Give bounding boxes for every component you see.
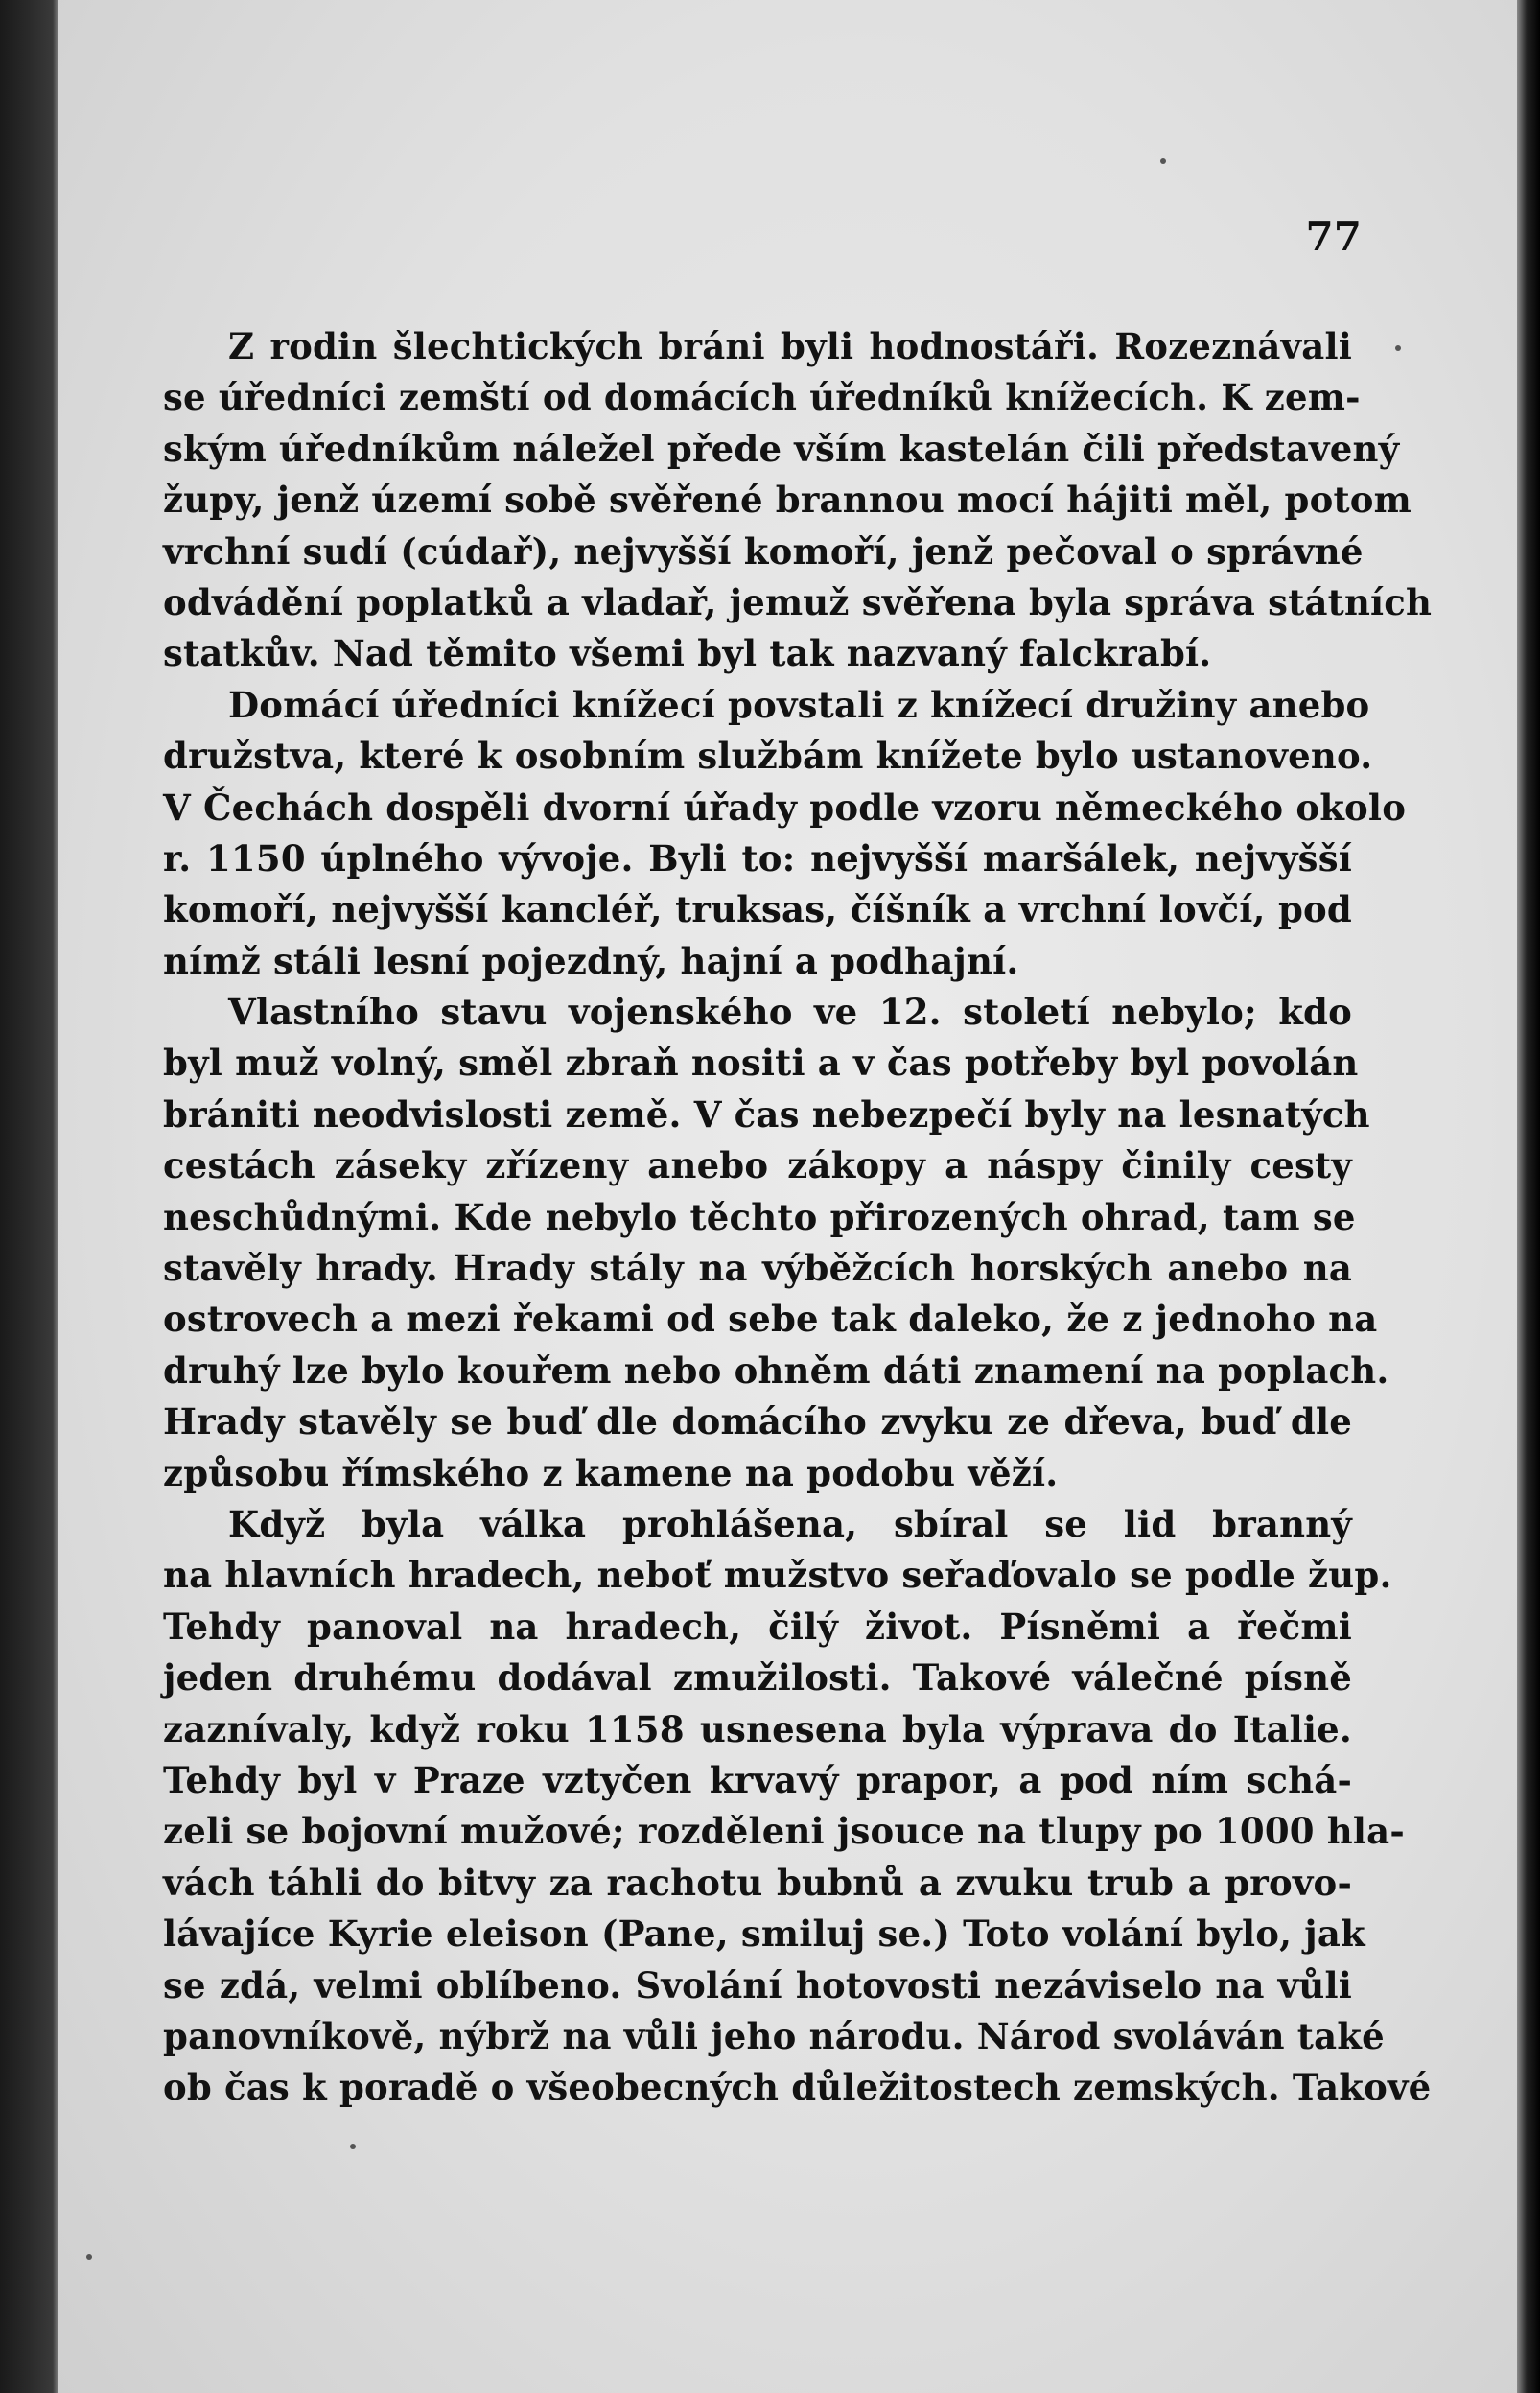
- text-line: komoří, nejvyšší kancléř, truksas, číšník a vrchní lovčí, pod: [163, 888, 1352, 931]
- text-line: Tehdy panoval na hradech, čilý život. Písněmi a řečmi: [163, 1605, 1352, 1648]
- body-text: [163, 321, 1433, 2114]
- text-line: zeli se bojovní mužové; rozděleni jsouce na tlupy po 1000 hla-: [163, 1810, 1405, 1853]
- page-edge-shadow: [1517, 0, 1540, 2393]
- paper-speck: [1395, 345, 1401, 351]
- paper-speck: [350, 2144, 356, 2149]
- text-line: V Čechách dospěli dvorní úřady podle vzoru německého okolo: [163, 786, 1407, 829]
- text-line: stavěly hrady. Hrady stály na výběžcích horských anebo na: [163, 1247, 1352, 1290]
- text-line: Hrady stavěly se buď dle domácího zvyku ze dřeva, buď dle: [163, 1400, 1352, 1443]
- text-line: ským úředníkům náležel přede vším kastelán čili představený: [163, 427, 1400, 470]
- text-line: vách táhli do bitvy za rachotu bubnů a zvuku trub a provo-: [163, 1861, 1352, 1904]
- text-line: neschůdnými. Kde nebylo těchto přirozených ohrad, tam se: [163, 1195, 1356, 1238]
- text-line: na hlavních hradech, neboť mužstvo seřaďovalo se podle žup.: [163, 1554, 1392, 1597]
- text-line: lávajíce Kyrie eleison (Pane, smiluj se.) Toto volání bylo, jak: [163, 1912, 1365, 1956]
- text-line: Když byla válka prohlášena, sbíral se lid branný: [228, 1502, 1352, 1545]
- book-page: [58, 0, 1517, 2393]
- text-line: vrchní sudí (cúdař), nejvyšší komoří, jenž pečoval o správné: [163, 529, 1364, 573]
- paper-speck: [86, 2254, 92, 2260]
- text-line: brániti neodvislosti země. V čas nebezpečí byly na lesnatých: [163, 1092, 1370, 1136]
- text-line: odvádění poplatků a vladař, jemuž svěřena byla správa státních: [163, 580, 1433, 623]
- book-binding-shadow: [0, 0, 58, 2393]
- text-line: byl muž volný, směl zbraň nositi a v čas potřeby byl povolán: [163, 1042, 1359, 1085]
- text-line: Tehdy byl v Praze vztyčen krvavý prapor, a pod ním schá-: [163, 1758, 1352, 1801]
- text-line: ob čas k poradě o všeobecných důležitostech zemských. Takové: [163, 2066, 1432, 2109]
- text-line: Z rodin šlechtických bráni byli hodnostáři. Rozeznávali: [228, 325, 1352, 367]
- text-line: se zdá, velmi oblíbeno. Svolání hotovosti nezáviselo na vůli: [163, 1963, 1352, 2006]
- text-line: způsobu římského z kamene na podobu věží.: [163, 1451, 1059, 1494]
- text-line: panovníkově, nýbrž na vůli jeho národu. Národ svoláván také: [163, 2014, 1385, 2057]
- text-line: Vlastního stavu vojenského ve 12. století nebylo; kdo: [228, 991, 1352, 1034]
- text-line: druhý lze bylo kouřem nebo ohněm dáti znamení na poplach.: [163, 1349, 1389, 1392]
- text-line: župy, jenž území sobě svěřené brannou mocí hájiti měl, potom: [163, 479, 1412, 522]
- paper-speck: [1160, 158, 1166, 164]
- page-number: 77: [1305, 213, 1362, 260]
- text-line: statkův. Nad těmito všemi byl tak nazvaný falckrabí.: [163, 632, 1212, 675]
- text-line: r. 1150 úplného vývoje. Byli to: nejvyšší maršálek, nejvyšší: [163, 836, 1352, 880]
- text-line: družstva, které k osobním službám knížete bylo ustanoveno.: [163, 735, 1373, 778]
- text-line: zaznívaly, když roku 1158 usnesena byla výprava do Italie.: [163, 1707, 1352, 1750]
- text-line: ostrovech a mezi řekami od sebe tak daleko, že z jednoho na: [163, 1298, 1378, 1341]
- text-line: cestách záseky zřízeny anebo zákopy a náspy činily cesty: [163, 1144, 1352, 1187]
- text-line: Domácí úředníci knížecí povstali z knížecí družiny anebo: [228, 683, 1370, 726]
- text-line: nímž stáli lesní pojezdný, hajní a podhajní.: [163, 939, 1019, 982]
- text-line: se úředníci zemští od domácích úředníků knížecích. K zem-: [163, 376, 1361, 419]
- text-line: jeden druhému dodával zmužilosti. Takové válečné písně: [163, 1656, 1352, 1700]
